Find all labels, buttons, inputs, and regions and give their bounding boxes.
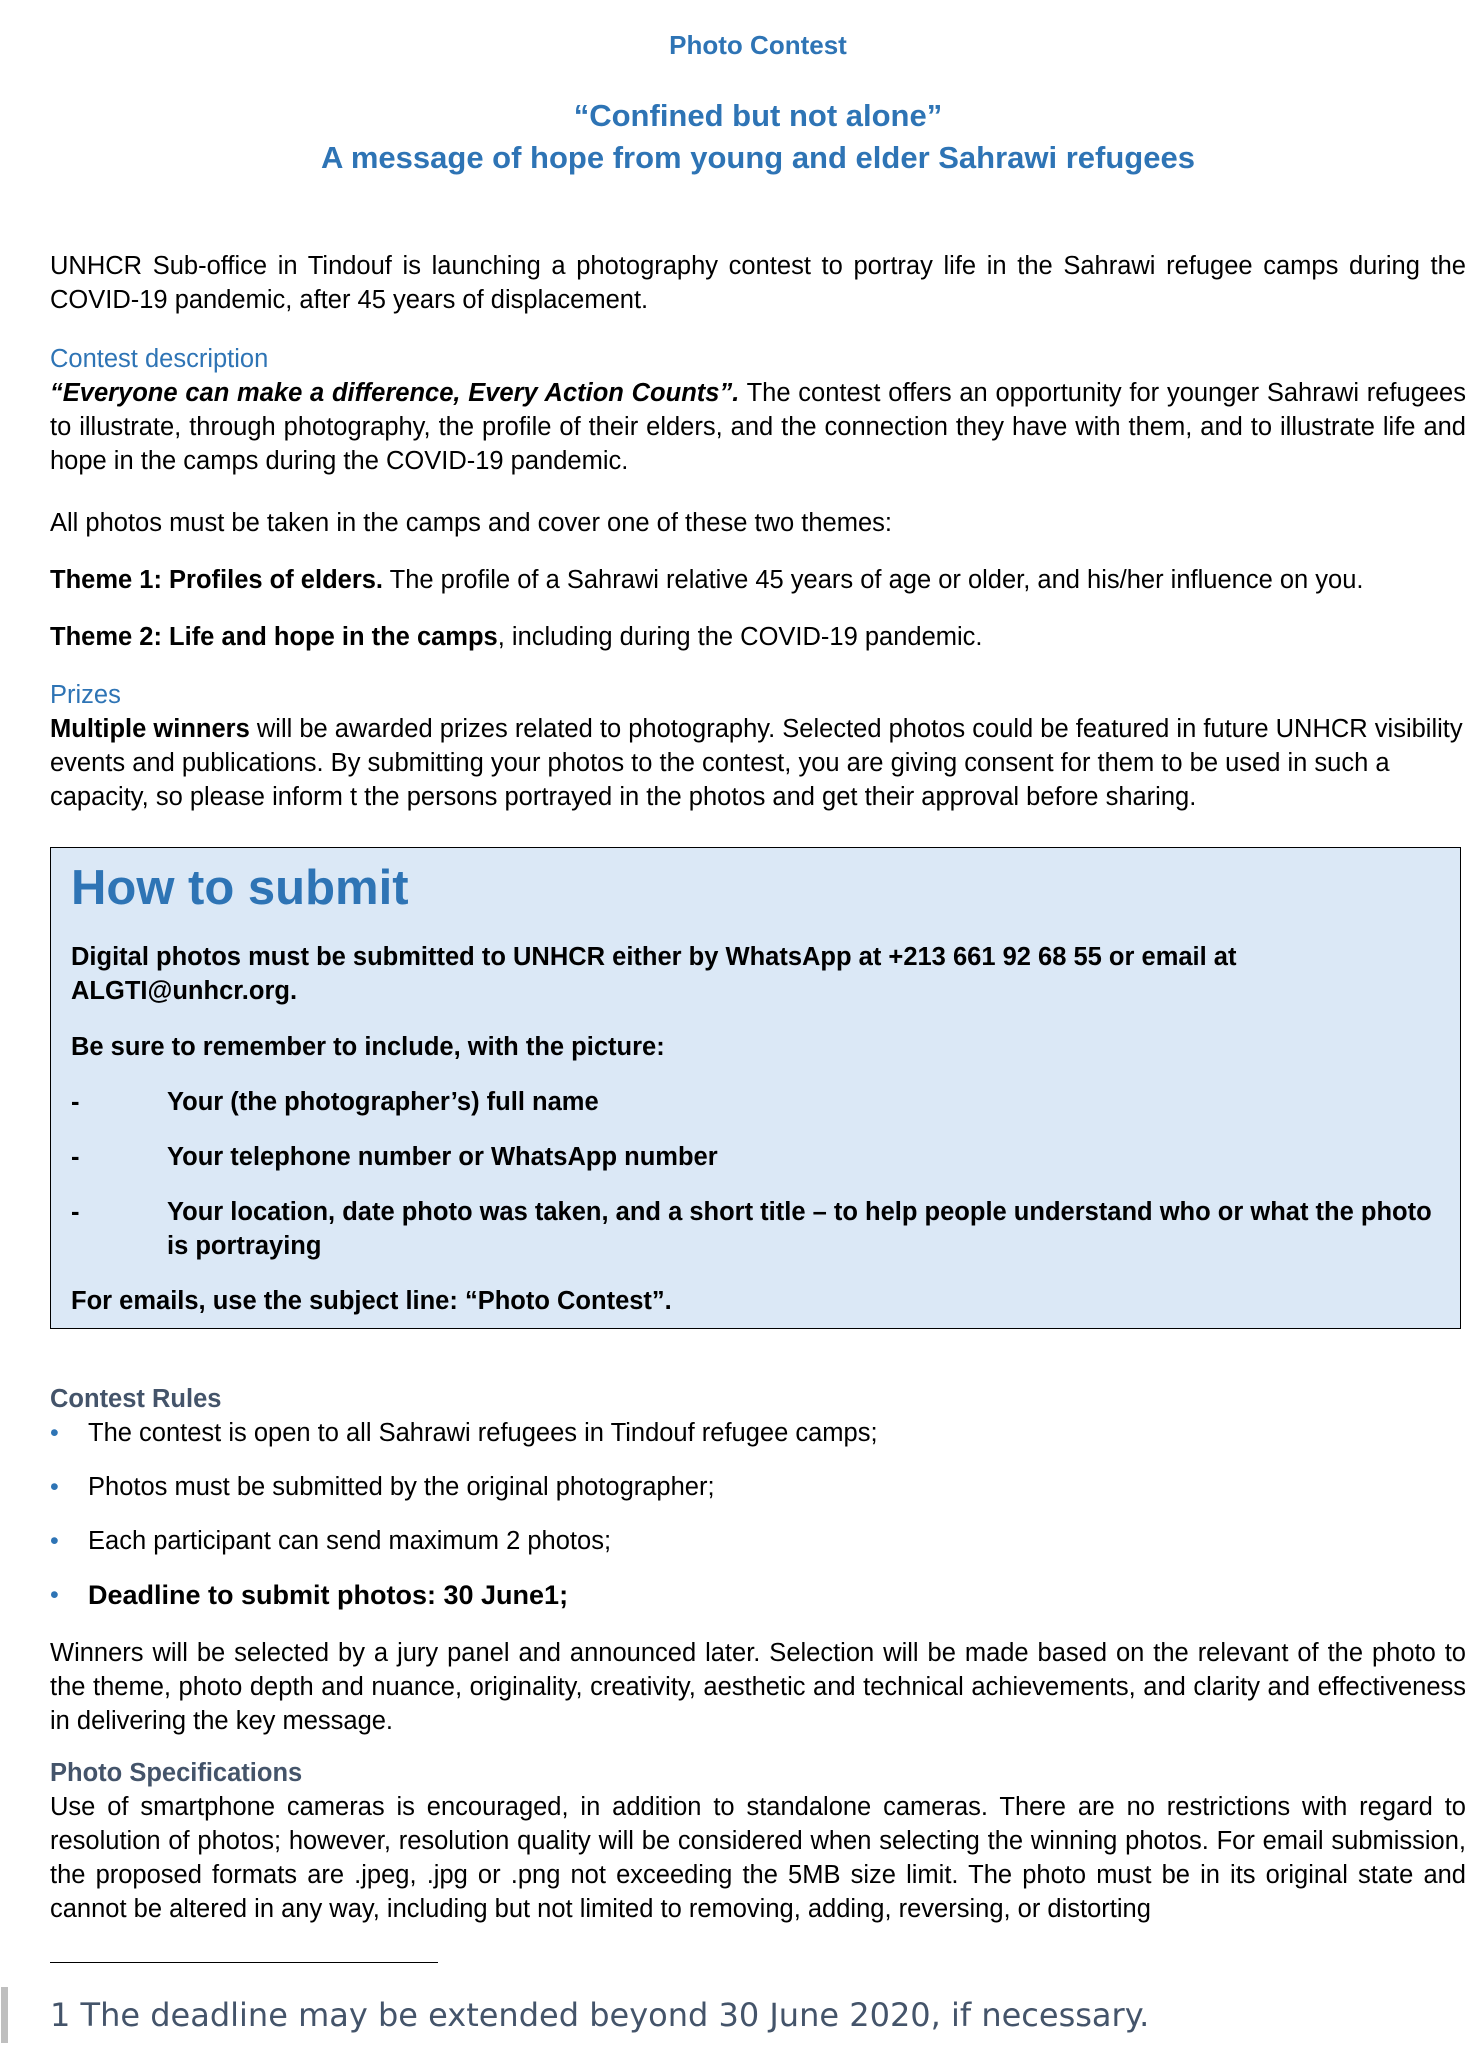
rule-text: Photos must be submitted by the original photographer; xyxy=(88,1473,715,1501)
contest-description-heading: Contest description xyxy=(50,345,269,373)
include-item-text: Your telephone number or WhatsApp number xyxy=(167,1143,718,1171)
theme-1-text: The profile of a Sahrawi relative 45 years of age or older, and his/her influence on you. xyxy=(383,566,1364,594)
photo-specifications-paragraph: Use of smartphone cameras is encouraged, in addition to standalone cameras. There are no restrictions with regard to resolution of photos; however, resolution quality will be considered when selecting the winning photos. For email submission, the proposed formats are .jpeg, .jpg or .png not exceeding the 5MB size limit. The photo must be in its original state and cannot be altered in any way, including but not limited to removing, adding, reversing, or distorting xyxy=(50,1793,1466,1923)
bullet-icon: • xyxy=(50,1527,59,1555)
how-to-submit-box xyxy=(50,847,1461,1329)
rule-text: Deadline to submit photos: 30 June1; xyxy=(88,1580,569,1610)
margin-bar xyxy=(1,1987,8,2043)
document-title xyxy=(50,95,1466,179)
dash-marker: - xyxy=(71,1088,80,1116)
contest-rules-heading: Contest Rules xyxy=(50,1385,222,1413)
prizes-paragraph xyxy=(50,712,1466,814)
theme-2-text: , including during the COVID-19 pandemic. xyxy=(497,623,983,651)
contest-slogan: “Everyone can make a difference, Every Action Counts”. xyxy=(50,379,740,407)
document-label: Photo Contest xyxy=(669,30,847,60)
themes-intro: All photos must be taken in the camps and cover one of these two themes: xyxy=(50,509,892,537)
theme-1 xyxy=(50,563,1466,597)
title-line-2: A message of hope from young and elder Sahrawi refugees xyxy=(321,140,1195,175)
email-subject-note: For emails, use the subject line: “Photo Contest”. xyxy=(71,1287,672,1315)
selection-paragraph: Winners will be selected by a jury panel and announced later. Selection will be made based on the relevant of the photo to the theme, photo depth and nuance, originality, creativity, aesthetic and technical achievements, and clarity and effectiveness in delivering the key message. xyxy=(50,1639,1466,1735)
bullet-icon: • xyxy=(50,1473,59,1501)
contest-description-paragraph xyxy=(50,376,1466,478)
photo-specifications-heading: Photo Specifications xyxy=(50,1759,303,1787)
include-intro: Be sure to remember to include, with the picture: xyxy=(71,1033,665,1061)
prizes-text: will be awarded prizes related to photography. Selected photos could be featured in future UNHCR visibility events and publications. By submitting your photos to the contest, you are giving consent for them to be used in such a capacity, so please inform t the persons portrayed in the photos and get their approval before sharing. xyxy=(50,715,1463,811)
contest-description-text: The contest offers an opportunity for younger Sahrawi refugees to illustrate, through photography, the profile of their elders, and the connection they have with them, and to illustrate life and hope in the camps during the COVID-19 pandemic. xyxy=(50,379,1466,475)
dash-marker: - xyxy=(71,1198,80,1226)
theme-2-label: Theme 2: Life and hope in the camps xyxy=(50,623,498,651)
prizes-heading: Prizes xyxy=(50,681,121,709)
footnote: 1 The deadline may be extended beyond 30 June 2020, if necessary. xyxy=(50,1996,1150,2034)
theme-1-label: Theme 1: Profiles of elders. xyxy=(50,566,384,594)
bullet-icon: • xyxy=(50,1581,59,1609)
title-line-1: “Confined but not alone” xyxy=(573,98,943,133)
intro-paragraph: UNHCR Sub-office in Tindouf is launching a photography contest to portray life in the Sahrawi refugee camps during the COVID-19 pandemic, after 45 years of displacement. xyxy=(50,252,1466,314)
include-item-text: Your (the photographer’s) full name xyxy=(167,1088,599,1116)
footnote-separator xyxy=(50,1962,438,1963)
dash-marker: - xyxy=(71,1143,80,1171)
rule-text: Each participant can send maximum 2 photos; xyxy=(88,1527,612,1555)
include-item-text: Your location, date photo was taken, and a short title – to help people understand who or what the photo is portraying xyxy=(167,1198,1432,1260)
how-to-submit-title: How to submit xyxy=(71,861,409,915)
submit-instructions: Digital photos must be submitted to UNHCR either by WhatsApp at +213 661 92 68 55 or email at ALGTI@unhcr.org. xyxy=(71,943,1237,1005)
rule-text: The contest is open to all Sahrawi refugees in Tindouf refugee camps; xyxy=(88,1419,878,1447)
bullet-icon: • xyxy=(50,1419,59,1447)
theme-2 xyxy=(50,620,1466,654)
prizes-bold: Multiple winners xyxy=(50,715,250,743)
